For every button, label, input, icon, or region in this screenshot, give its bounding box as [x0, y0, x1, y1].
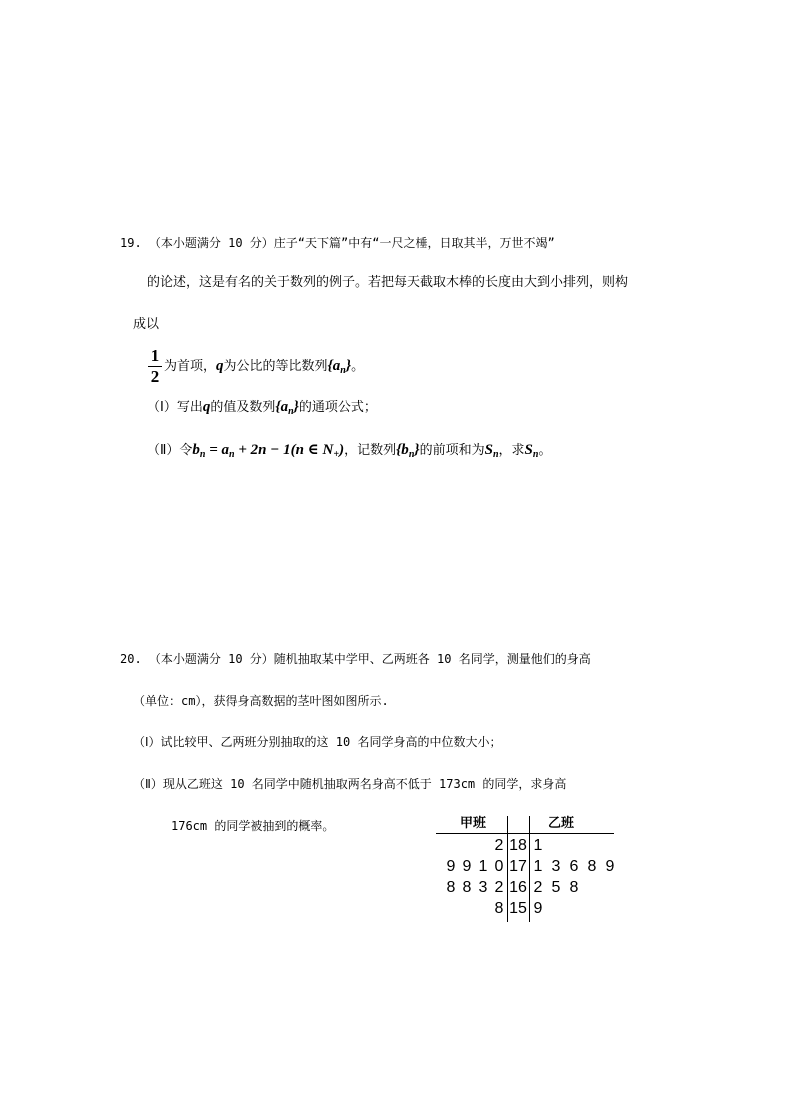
sequence-a	[328, 358, 352, 374]
q-symbol-2: q	[202, 399, 211, 415]
formula-plus-sub: +	[333, 449, 340, 460]
sequence-b-base: {b	[396, 442, 409, 458]
leaf-right: 8	[569, 879, 579, 896]
q-symbol: q	[216, 358, 224, 374]
sum-s	[485, 442, 499, 458]
formula-rest2: + 2n − 1(n ∈ N	[234, 442, 334, 458]
stem-value: 16	[509, 879, 527, 896]
leaf-right: 1	[533, 858, 543, 875]
sum-s-sub: n	[492, 449, 499, 460]
fraction-numerator: 1	[150, 346, 160, 365]
leaf-right: 8	[587, 858, 597, 875]
q19-part1	[147, 398, 377, 421]
leaf-left: 0	[494, 858, 504, 875]
leaf-left: 2	[494, 837, 504, 854]
sequence-a-sub: n	[340, 365, 346, 376]
stem-value: 17	[509, 858, 527, 875]
q19-line4-text-b: 为公比的等比数列	[223, 359, 328, 374]
q19-line2: 的论述，这是有名的关于数列的例子。若把每天截取木棒的长度由大到小排列，则构	[147, 275, 629, 290]
header-class-jia: 甲班	[460, 816, 487, 831]
leaf-left: 9	[462, 858, 472, 875]
leaf-left: 8	[494, 900, 504, 917]
stem-value: 15	[509, 900, 527, 917]
stem-divider-right	[529, 816, 530, 922]
q19-line4	[164, 357, 364, 380]
q19-part1-end: 的通项公式；	[298, 400, 377, 415]
q19-line4-text-a: 为首项，	[164, 359, 217, 374]
q19-part1-mid: 的值及数列	[210, 400, 276, 415]
sum-s2-sub: n	[532, 449, 539, 460]
fraction-one-half	[148, 347, 162, 386]
sequence-a-base: {a	[327, 358, 341, 374]
sum-s-base: S	[484, 442, 493, 458]
q20-part2-cont: 176cm 的同学被抽到的概率。	[171, 819, 335, 833]
leaf-right: 9	[605, 858, 615, 875]
formula-b-sub: n	[199, 449, 206, 460]
sequence-a-close: }	[345, 358, 352, 374]
leaf-right: 6	[569, 858, 579, 875]
q19-part2-end: 。	[538, 443, 552, 458]
q19-part1-prefix: （Ⅰ）写出	[147, 400, 203, 415]
leaf-left: 2	[494, 879, 504, 896]
stem-value: 18	[509, 837, 527, 854]
sequence-a2-close: }	[293, 399, 299, 415]
leaf-left: 8	[446, 879, 456, 896]
q19-part2-prefix: （Ⅱ）令	[147, 443, 193, 458]
fraction-denominator: 2	[150, 367, 160, 386]
formula-close: )	[339, 442, 345, 458]
q19-part2-mid: ，记数列	[344, 443, 397, 458]
q19-line1: 19. （本小题满分 10 分）庄子“天下篇”中有“一尺之棰，日取其半，万世不竭”	[120, 236, 555, 250]
leaf-right: 2	[533, 879, 543, 896]
q19-part2	[147, 441, 551, 464]
sequence-b	[396, 442, 420, 458]
formula-a-sub: n	[229, 449, 235, 460]
sequence-a-2	[275, 399, 299, 415]
q19-line3: 成以	[133, 317, 160, 332]
sequence-a2-base: {a	[275, 399, 289, 415]
formula-b: b	[192, 442, 200, 458]
q20-part2: （Ⅱ）现从乙班这 10 名同学中随机抽取两名身高不低于 173cm 的同学，求身高	[133, 777, 567, 791]
leaf-right: 5	[551, 879, 561, 896]
leaf-left: 1	[478, 858, 488, 875]
formula-rest1: = a	[205, 442, 230, 458]
q19-part2-ask: ，求	[498, 443, 525, 458]
sequence-b-sub: n	[408, 449, 415, 460]
leaf-left: 8	[462, 879, 472, 896]
sequence-b-close: }	[414, 442, 420, 458]
leaf-right: 3	[551, 858, 561, 875]
leaf-left: 3	[478, 879, 488, 896]
sum-s2-base: S	[524, 442, 533, 458]
q20-line2: （单位：cm），获得身高数据的茎叶图如图所示.	[133, 694, 389, 708]
sum-s-2	[525, 442, 539, 458]
q19-part2-mid2: 的前项和为	[419, 443, 485, 458]
sequence-a2-sub: n	[288, 406, 294, 417]
formula-bn	[192, 442, 344, 458]
q20-line1: 20. （本小题满分 10 分）随机抽取某中学甲、乙两班各 10 名同学，测量他们的身高	[120, 652, 591, 666]
stem-and-leaf-plot	[432, 814, 622, 922]
leaf-right: 1	[533, 837, 543, 854]
header-underline	[436, 833, 614, 834]
q19-line4-end: 。	[351, 359, 365, 374]
leaf-left: 9	[446, 858, 456, 875]
q20-part1: （Ⅰ）试比较甲、乙两班分别抽取的这 10 名同学身高的中位数大小；	[133, 735, 502, 749]
header-class-yi: 乙班	[548, 816, 575, 831]
leaf-right: 9	[533, 900, 543, 917]
